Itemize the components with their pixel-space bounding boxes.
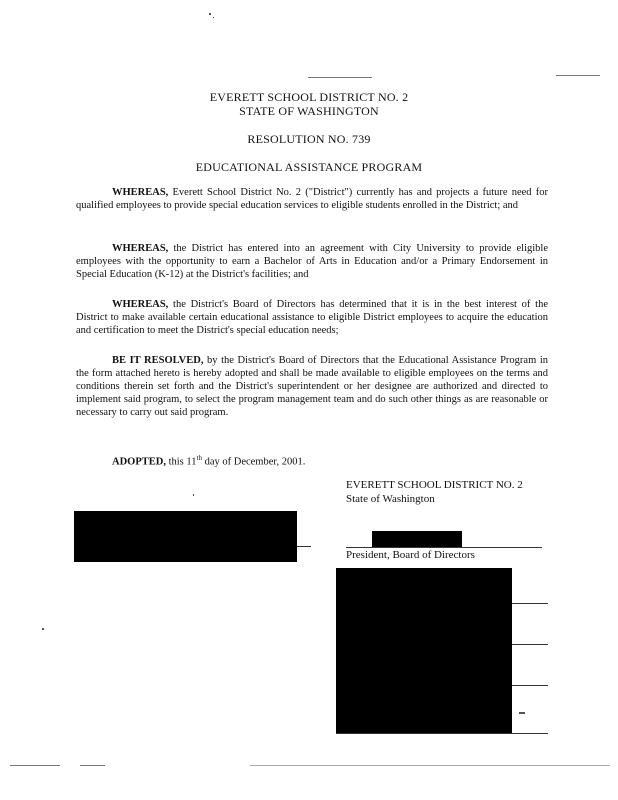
whereas-paragraph-2 (76, 242, 548, 281)
paragraph-lead: WHEREAS, (112, 243, 169, 254)
redacted-signatures-block (336, 568, 512, 734)
district-heading: EVERETT SCHOOL DISTRICT NO. 2 (209, 90, 409, 104)
resolution-number: RESOLUTION NO. 739 (247, 132, 371, 146)
scan-line (80, 765, 105, 766)
adopted-prefix: this 11 (165, 456, 197, 468)
scan-line (308, 77, 372, 78)
paragraph-lead: WHEREAS, (112, 187, 169, 198)
adopted-ordinal: th (196, 454, 202, 462)
paragraph-text: Everett School District No. 2 ("District") currently has and projects a future need for qualified employees to provide special education services to eligible students enrolled in the District; and (76, 187, 548, 211)
signature-line (512, 644, 548, 645)
signature-district: EVERETT SCHOOL DISTRICT NO. 2 (346, 479, 523, 491)
program-title: EDUCATIONAL ASSISTANCE PROGRAM (195, 160, 423, 174)
paragraph-text: by the District's Board of Directors that the Educational Assistance Program in the form attached hereto is hereby adopted and shall be made available to eligible employees on the terms and conditions therein set forth and the District's superintendent or her designee are authorized and directed to implement said program, to select the program management team and do such other things as are reasonable or necessary to carry out said program. (76, 355, 548, 418)
signature-state: State of Washington (346, 493, 435, 505)
whereas-paragraph-3 (76, 298, 548, 337)
scan-line (556, 75, 600, 76)
redacted-signature-president (372, 531, 462, 547)
resolved-paragraph (76, 354, 548, 419)
signature-line-president (346, 547, 542, 548)
paragraph-lead: BE IT RESOLVED, (112, 355, 204, 366)
adopted-line (76, 452, 548, 469)
paragraph-lead: WHEREAS, (112, 299, 169, 310)
signature-line (512, 603, 548, 604)
scan-speck (193, 494, 194, 496)
state-heading: STATE OF WASHINGTON (239, 104, 379, 118)
scan-speck (213, 17, 214, 18)
paragraph-text: the District's Board of Directors has determined that it is in the best interest of the District to make available certain educational assistance to eligible District employees to acquire the education and certification to meet the District's special education needs; (76, 299, 548, 336)
scan-line (10, 765, 60, 766)
signature-line (512, 685, 548, 686)
scan-speck (42, 628, 44, 630)
president-label: President, Board of Directors (346, 549, 475, 561)
whereas-paragraph-1 (76, 186, 548, 212)
paragraph-text: the District has entered into an agreement with City University to provide eligible employees with the opportunity to earn a Bachelor of Arts in Education and/or a Primary Endorsement in Special Education (K-12) at the District's facilities; and (76, 243, 548, 280)
scan-line (250, 765, 610, 766)
redacted-signature-left (74, 511, 297, 562)
scan-speck (519, 712, 525, 714)
adopted-lead: ADOPTED, (112, 456, 166, 468)
signature-line (336, 733, 548, 734)
signature-line-left (297, 546, 311, 547)
adopted-suffix: day of December, 2001. (201, 456, 306, 468)
scan-speck (209, 13, 211, 15)
